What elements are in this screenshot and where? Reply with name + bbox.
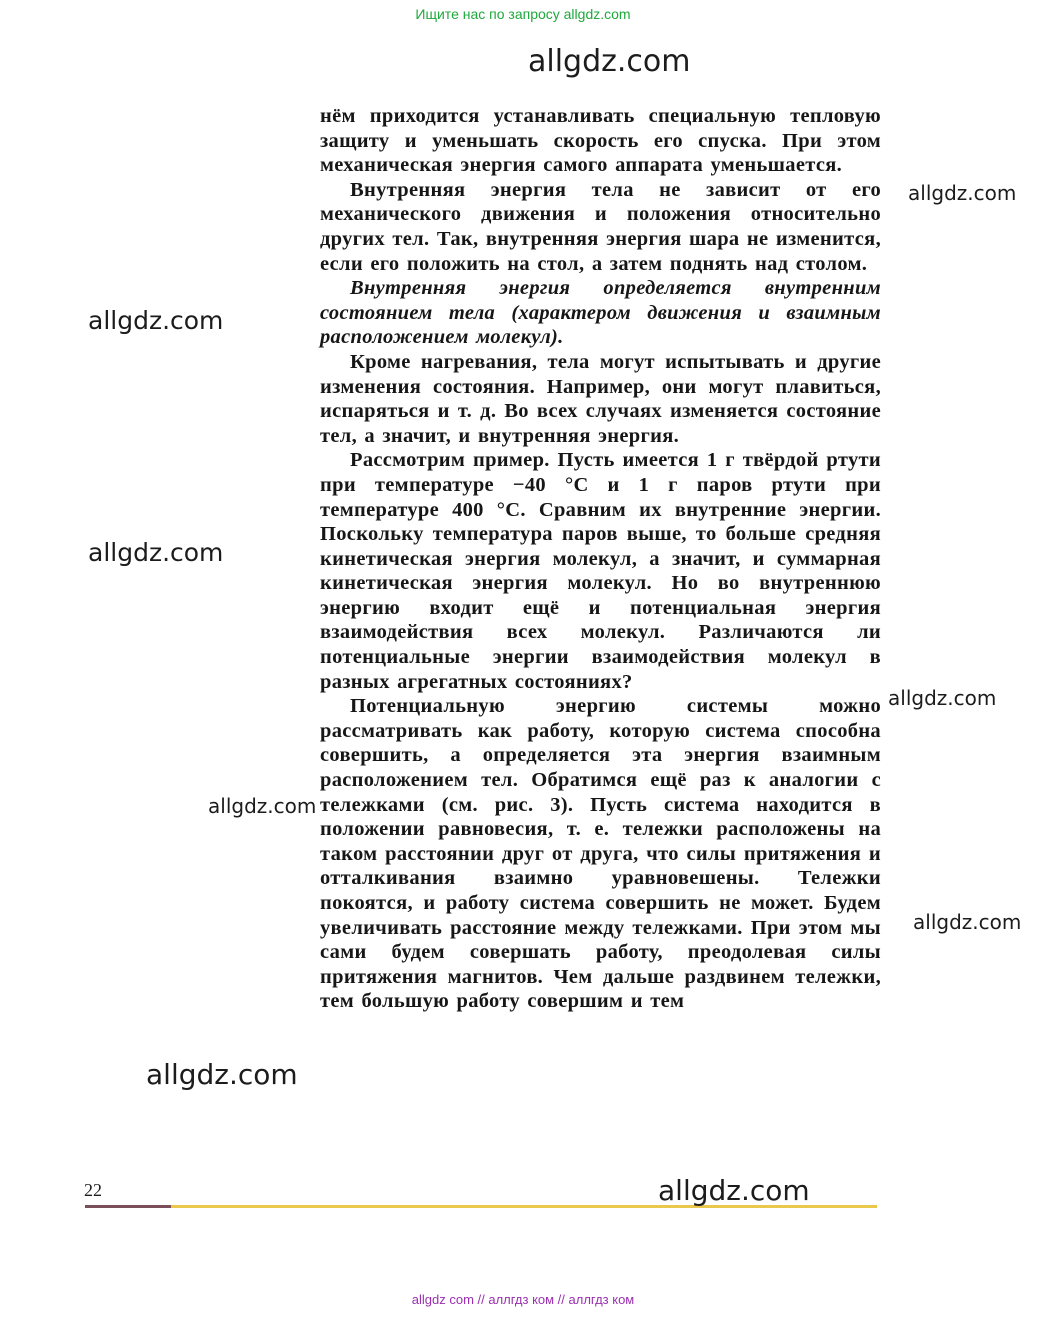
bottom-rule-maroon-segment [85, 1205, 171, 1208]
watermark-left-4: allgdz.com [146, 1058, 298, 1091]
main-text-column [320, 104, 881, 1014]
paragraph-continuation: нём приходится устанавливать специальную тепловую защиту и уменьшать скорость его спуска. При этом механическая энергия самого аппарата уменьшается. [320, 105, 881, 177]
paragraph-mercury-example: Рассмотрим пример. Пусть имеется 1 г твёрдой ртути при температуре −40 °С и 1 г паров ртути при температуре 400 °С. Сравним их внутренние энергии. Поскольку температура паров выше, то больше средняя кинетическая энергия молекул, а значит, и суммарная кинетическая энергия молекул. Но во внутреннюю энергию входит ещё и потенциальная энергия взаимодействия всех молекул. Различаются ли потенциальные энергии взаимодействия молекул в разных агрегатных состояниях? [320, 449, 881, 693]
watermark-right-3: allgdz.com [913, 910, 1022, 934]
paragraph-potential-energy: Потенциальную энергию системы можно рассматривать как работу, которую система способна совершить, а определяется эта энергия взаимным расположением тел. Обратимся ещё раз к аналогии с тележками (см. рис. 3). Пусть система находится в положении равновесия, т. е. тележки расположены на таком расстоянии друг от друга, что силы притяжения и отталкивания взаимно уравновешены. Тележки покоятся, и работу система совершить не может. Будем увеличивать расстояние между тележками. При этом мы сами будем совершать работу, преодолевая силы притяжения магнитов. Чем дальше раздвинем тележки, тем большую работу совершим и тем [320, 695, 881, 1013]
footer-links: allgdz com // аллгдз ком // аллгдз ком [411, 1292, 635, 1307]
watermark-left-3: allgdz.com [208, 794, 317, 818]
watermark-left-1: allgdz.com [88, 306, 224, 335]
top-notice: Ищите нас по запросу allgdz.com [415, 6, 631, 22]
watermark-header: allgdz.com [528, 44, 691, 79]
watermark-left-2: allgdz.com [88, 538, 224, 567]
page-number: 22 [84, 1180, 102, 1200]
paragraph-internal-energy: Внутренняя энергия тела не зависит от его механического движения и положения относительно других тел. Так, внутренняя энергия шара не изменится, если его положить на стол, а затем поднять над столом. [320, 178, 881, 275]
watermark-right-2: allgdz.com [888, 686, 997, 710]
watermark-bottom: allgdz.com [658, 1174, 810, 1207]
paragraph-definition-emphasis: Внутренняя энергия определяется внутренним состоянием тела (характером движения и взаимным расположением молекул). [320, 277, 881, 349]
watermark-right-1: allgdz.com [908, 181, 1017, 205]
paragraph-state-changes: Кроме нагревания, тела могут испытывать и другие изменения состояния. Например, они могут плавиться, испаряться и т. д. Во всех случаях изменяется состояние тел, а значит, и внутренняя энергия. [320, 350, 881, 447]
